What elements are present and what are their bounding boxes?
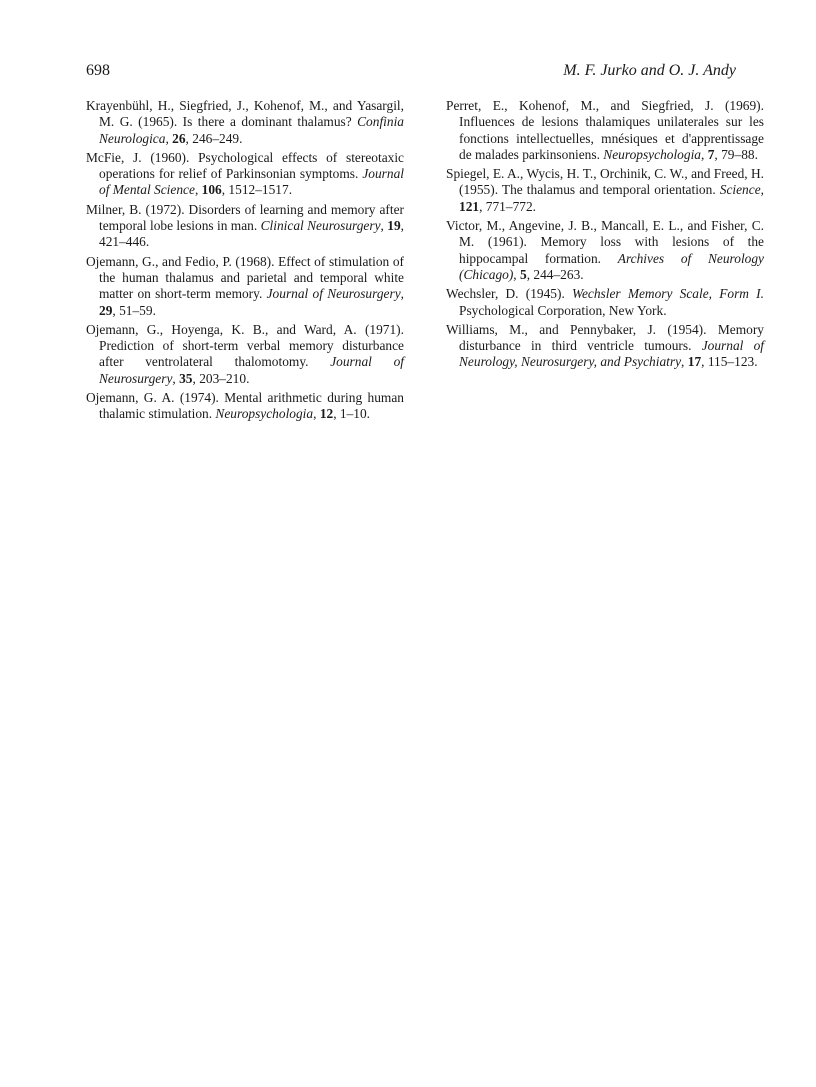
running-head: M. F. Jurko and O. J. Andy <box>563 62 736 79</box>
reference-entry: Ojemann, G., Hoyenga, K. B., and Ward, A. (1971). Prediction of short-term verbal memory disturbance after ventrolateral thalomotomy. Journal of Neurosurgery, 35, 203–210. <box>86 321 405 386</box>
reference-entry: McFie, J. (1960). Psychological effects of stereotaxic operations for relief of Parkinsonian symptoms. Journal of Mental Science, 106, 1512–1517. <box>86 149 404 198</box>
reference-entry: Ojemann, G. A. (1974). Mental arithmetic during human thalamic stimulation. Neuropsychologia, 12, 1–10. <box>86 390 404 422</box>
reference-entry: Krayenbühl, H., Siegfried, J., Kohenof, M., and Yasargil, M. G. (1965). Is there a dominant thalamus? Confinia Neurologica, 26, 246–249. <box>86 98 404 146</box>
reference-entry: Perret, E., Kohenof, M., and Siegfried, J. (1969). Influences de lesions thalamiques unilaterales sur les fonctions intellectuelles, mnésiques et d'apprentissage de malades parkinsoniens. Neuropsychologia, 7, 79–88. <box>446 98 764 162</box>
reference-entry: Ojemann, G., and Fedio, P. (1968). Effect of stimulation of the human thalamus and parietal and temporal white matter on short-term memory. Journal of Neurosurgery, 29, 51–59. <box>86 253 405 318</box>
page-number: 698 <box>86 62 110 79</box>
reference-entry: Victor, M., Angevine, J. B., Mancall, E. L., and Fisher, C. M. (1961). Memory loss with lesions of the hippocampal formation. Archives of Neurology (Chicago), 5, 244–263. <box>446 218 765 282</box>
references-right-column <box>446 98 764 374</box>
reference-entry: Williams, M., and Pennybaker, J. (1954). Memory disturbance in third ventricle tumours. Journal of Neurology, Neurosurgery, and Psychiatry, 17, 115–123. <box>446 321 765 370</box>
references-left-column <box>86 98 404 426</box>
reference-entry: Milner, B. (1972). Disorders of learning and memory after temporal lobe lesions in man. Clinical Neurosurgery, 19, 421–446. <box>86 201 405 250</box>
reference-entry: Wechsler, D. (1945). Wechsler Memory Scale, Form I. Psychological Corporation, New York. <box>446 286 764 318</box>
reference-entry: Spiegel, E. A., Wycis, H. T., Orchinik, C. W., and Freed, H. (1955). The thalamus and temporal orientation. Science, 121, 771–772. <box>446 166 764 214</box>
page-header <box>86 62 736 84</box>
